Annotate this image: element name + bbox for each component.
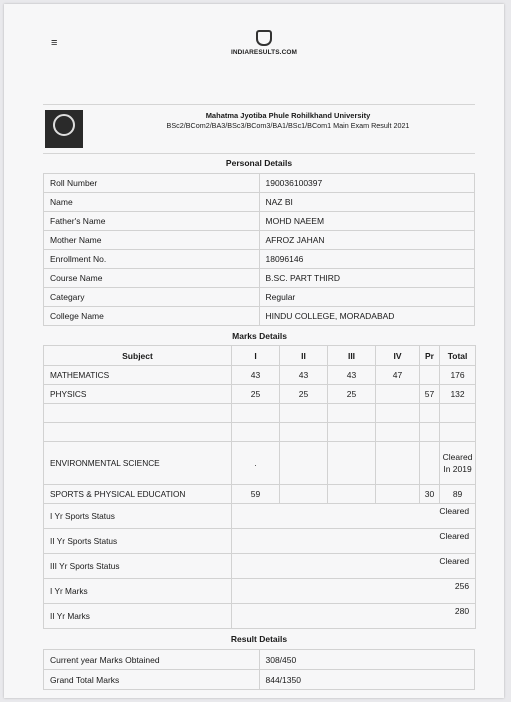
logo-icon xyxy=(256,30,272,46)
table-row: Current year Marks Obtained 308/450 xyxy=(44,650,475,670)
table-row: II Yr Sports Status Cleared xyxy=(44,529,476,554)
university-seal-icon xyxy=(45,110,83,148)
marks-header-row: Subject I II III IV Pr Total xyxy=(44,346,476,366)
table-row: Categary Regular xyxy=(44,288,475,307)
table-row: III Yr Sports Status Cleared xyxy=(44,554,476,579)
result-details-table xyxy=(43,629,475,690)
table-row: College Name HINDU COLLEGE, MORADABAD xyxy=(44,307,475,326)
result-details-title: Result Details xyxy=(230,634,288,644)
table-row: I Yr Marks 256 xyxy=(44,579,476,604)
site-name: INDIARESULTS.COM xyxy=(230,49,298,56)
result-header xyxy=(43,104,475,154)
empty-row xyxy=(44,423,476,442)
table-row: II Yr Marks 280 xyxy=(44,604,476,629)
marks-details-title: Marks Details xyxy=(232,331,287,341)
table-row: PHYSICS 25 25 25 57 132 xyxy=(44,385,476,404)
table-row: Grand Total Marks 844/1350 xyxy=(44,670,475,690)
exam-name: BSc2/BCom2/BA3/BSc3/BCom3/BA1/BSc1/BCom1 Main Exam Result 2021 xyxy=(166,121,410,130)
table-row: Mother Name AFROZ JAHAN xyxy=(44,231,475,250)
table-row: SPORTS & PHYSICAL EDUCATION 59 30 89 xyxy=(44,485,476,504)
marks-details-table xyxy=(43,327,476,629)
table-row: I Yr Sports Status Cleared xyxy=(44,504,476,529)
table-row: Course Name B.SC. PART THIRD xyxy=(44,269,475,288)
menu-icon[interactable]: ≡ xyxy=(51,37,58,49)
table-row: Name NAZ BI xyxy=(44,193,475,212)
personal-details-title: Personal Details xyxy=(225,158,293,168)
empty-row xyxy=(44,404,476,423)
personal-details-table xyxy=(43,153,475,326)
table-row: MATHEMATICS 43 43 43 47 176 xyxy=(44,366,476,385)
table-row: Enrollment No. 18096146 xyxy=(44,250,475,269)
university-name: Mahatma Jyotiba Phule Rohilkhand University xyxy=(205,111,371,120)
table-row: Roll Number 190036100397 xyxy=(44,174,475,193)
site-logo[interactable] xyxy=(224,30,304,56)
table-row: Father's Name MOHD NAEEM xyxy=(44,212,475,231)
table-row: ENVIRONMENTAL SCIENCE . Cleared In 2019 xyxy=(44,442,476,485)
